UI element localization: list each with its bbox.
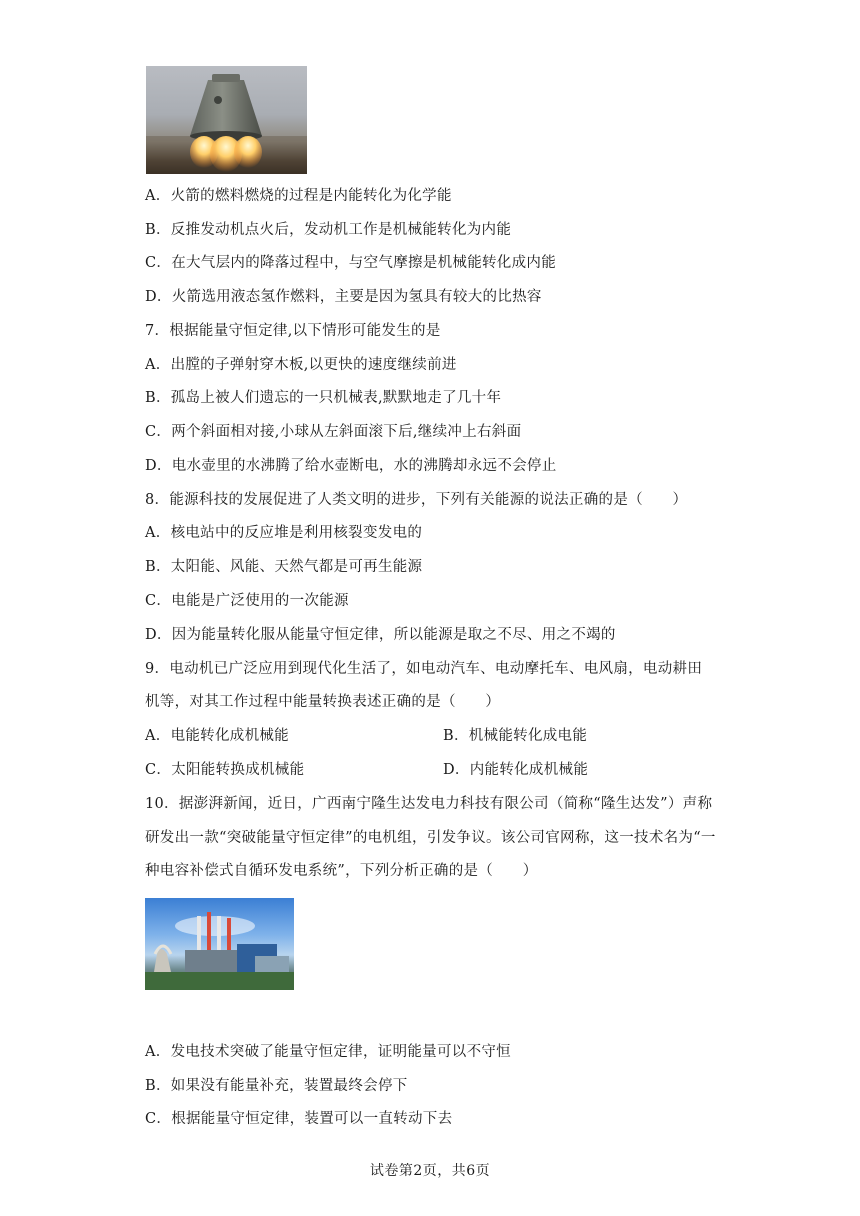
q9-option-c: C．太阳能转换成机械能 bbox=[145, 762, 305, 778]
page-footer: 试卷第2页，共6页 bbox=[369, 1163, 491, 1179]
q7-stem: 7．根据能量守恒定律,以下情形可能发生的是 bbox=[145, 323, 441, 339]
q10-stem-line3: 种电容补偿式自循环发电系统”，下列分析正确的是（ ） bbox=[145, 863, 538, 879]
q10-option-a: A．发电技术突破了能量守恒定律，证明能量可以不守恒 bbox=[145, 1044, 511, 1060]
q7-option-b: B．孤岛上被人们遗忘的一只机械表,默默地走了几十年 bbox=[145, 390, 502, 406]
q10-option-c: C．根据能量守恒定律，装置可以一直转动下去 bbox=[145, 1111, 453, 1127]
q6-option-b: B．反推发动机点火后，发动机工作是机械能转化为内能 bbox=[145, 222, 512, 238]
q9-option-d: D．内能转化成机械能 bbox=[443, 762, 589, 778]
q10-stem-line2: 研发出一款“突破能量守恒定律”的电机组，引发争议。该公司官网称，这一技术名为“一 bbox=[145, 830, 716, 846]
q6-option-d: D．火箭选用液态氢作燃料，主要是因为氢具有较大的比热容 bbox=[145, 289, 542, 305]
q8-option-d: D．因为能量转化服从能量守恒定律，所以能源是取之不尽、用之不竭的 bbox=[145, 627, 616, 643]
capsule-landing-image bbox=[146, 66, 307, 174]
q9-option-a: A．电能转化成机械能 bbox=[145, 728, 289, 744]
q8-option-b: B．太阳能、风能、天然气都是可再生能源 bbox=[145, 559, 423, 575]
q8-option-c: C．电能是广泛使用的一次能源 bbox=[145, 593, 349, 609]
q10-stem-line1: 10．据澎湃新闻，近日，广西南宁隆生达发电力科技有限公司（简称“隆生达发”）声称 bbox=[145, 796, 713, 812]
q6-option-a: A．火箭的燃料燃烧的过程是内能转化为化学能 bbox=[145, 188, 452, 204]
q8-option-a: A．核电站中的反应堆是利用核裂变发电的 bbox=[145, 525, 423, 541]
q7-option-d: D．电水壶里的水沸腾了给水壶断电，水的沸腾却永远不会停止 bbox=[145, 458, 557, 474]
q6-option-c: C．在大气层内的降落过程中，与空气摩擦是机械能转化成内能 bbox=[145, 255, 556, 271]
q9-stem-line1: 9．电动机已广泛应用到现代化生活了，如电动汽车、电动摩托车、电风扇，电动耕田 bbox=[145, 661, 703, 677]
q7-option-c: C．两个斜面相对接,小球从左斜面滚下后,继续冲上右斜面 bbox=[145, 424, 522, 440]
q9-stem-line2: 机等，对其工作过程中能量转换表述正确的是（ ） bbox=[145, 694, 501, 710]
power-plant-image bbox=[145, 898, 294, 990]
q10-option-b: B．如果没有能量补充，装置最终会停下 bbox=[145, 1078, 408, 1094]
q7-option-a: A．出膛的子弹射穿木板,以更快的速度继续前进 bbox=[145, 357, 457, 373]
q9-option-b: B．机械能转化成电能 bbox=[443, 728, 588, 744]
q8-stem: 8．能源科技的发展促进了人类文明的进步，下列有关能源的说法正确的是（ ） bbox=[145, 492, 688, 508]
